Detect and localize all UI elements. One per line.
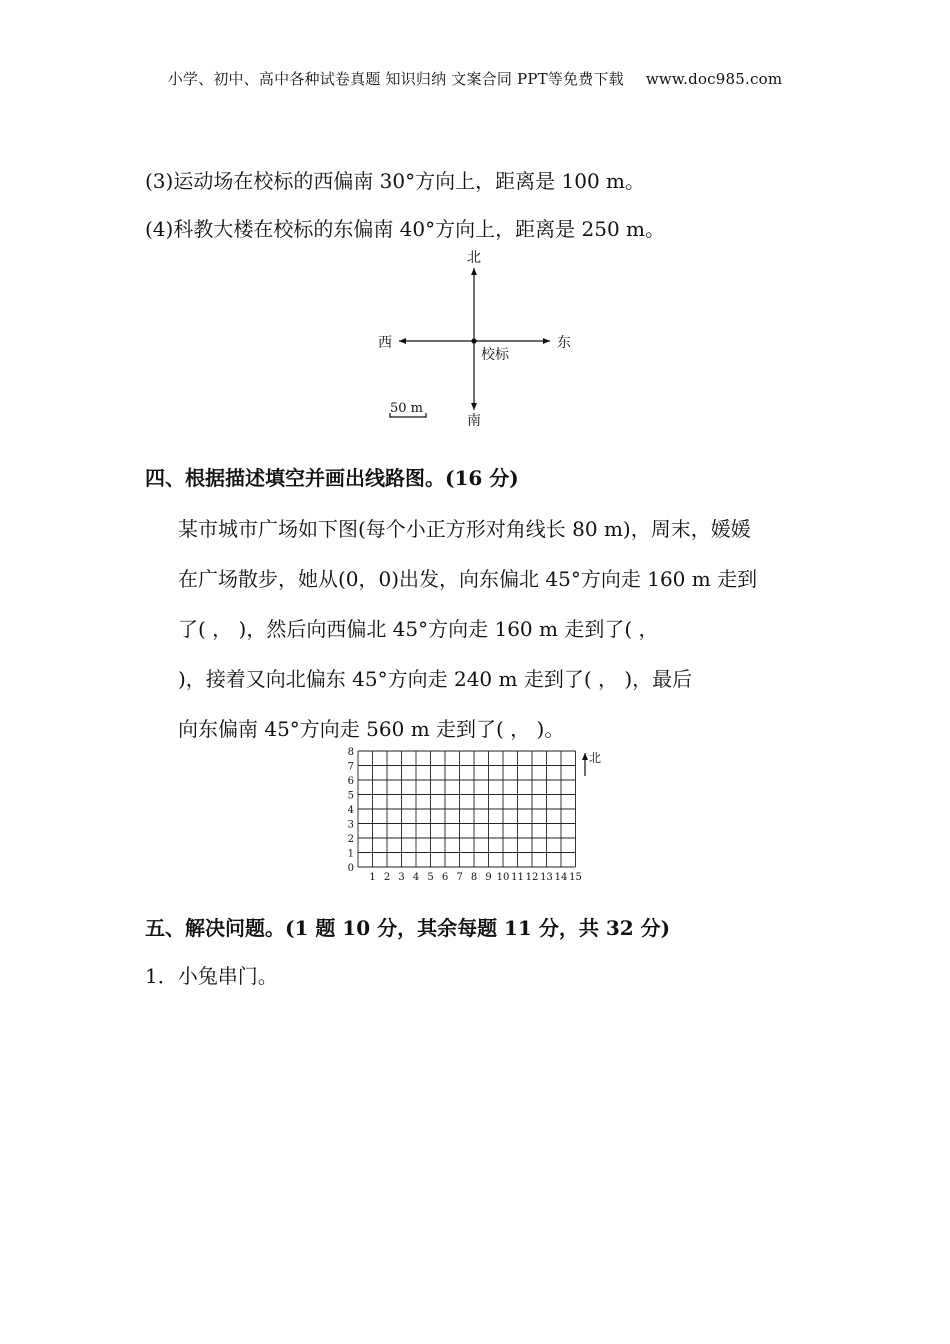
section-4-line-5: 向东偏南 45°方向走 560 m 走到了( ， )。: [178, 717, 565, 741]
grid-x-tick: 15: [569, 872, 582, 883]
grid-x-tick: 1: [369, 872, 376, 883]
grid-x-tick: 5: [427, 872, 434, 883]
compass-west-label: 西: [378, 335, 392, 351]
grid-y-tick: 0: [347, 863, 354, 874]
grid-y-tick: 3: [347, 819, 354, 831]
header-text: 小学、初中、高中各种试卷真题 知识归纳 文案合同 PPT等免费下载: [167, 70, 624, 88]
compass-north-label: 北: [467, 250, 481, 266]
compass-east-label: 东: [557, 335, 571, 351]
grid-x-tick: 12: [525, 872, 539, 883]
section-4-line-4: )，接着又向北偏东 45°方向走 240 m 走到了( ， )，最后: [178, 667, 693, 691]
grid-x-tick: 13: [540, 872, 553, 883]
section-4-line-2: 在广场散步，她从(0，0)出发，向东偏北 45°方向走 160 m 走到: [178, 567, 758, 591]
grid-x-tick: 8: [470, 872, 478, 883]
section-4-line-1: 某市城市广场如下图(每个小正方形对角线长 80 m)，周末，媛媛: [178, 517, 751, 541]
grid-y-tick: 2: [347, 834, 354, 845]
section-5-title: 五、解决问题。(1 题 10 分，其余每题 11 分，共 32 分): [145, 916, 671, 940]
coordinate-grid: [0, 740, 950, 890]
question-3: (3)运动场在校标的西偏南 30°方向上，距离是 100 m。: [145, 169, 645, 193]
grid-x-tick: 3: [398, 872, 405, 883]
question-4: (4)科教大楼在校标的东偏南 40°方向上，距离是 250 m。: [145, 217, 665, 241]
scale-label: 50 m: [390, 401, 424, 416]
grid-y-tick: 6: [347, 776, 354, 787]
section-4-title: 四、根据描述填空并画出线路图。(16 分): [145, 466, 519, 490]
section-5-question-1: 1．小兔串门。: [145, 964, 278, 988]
grid-x-tick: 6: [441, 872, 449, 883]
section-4-line-3: 了( ， )，然后向西偏北 45°方向走 160 m 走到了( ，: [178, 617, 659, 641]
grid-x-tick: 4: [412, 872, 420, 883]
center-dot: [471, 338, 476, 343]
header-site: www.doc985.com: [645, 70, 783, 88]
grid-x-tick: 11: [511, 872, 524, 883]
grid-x-tick: 7: [456, 872, 463, 883]
grid-x-tick: 2: [383, 872, 391, 883]
grid-y-tick: 4: [347, 805, 354, 816]
grid-y-tick: 5: [347, 790, 354, 802]
grid-x-tick: 14: [554, 872, 568, 883]
compass-south-label: 南: [467, 413, 481, 429]
grid-y-tick: 7: [347, 761, 354, 773]
grid-x-tick: 9: [485, 872, 492, 883]
compass-center-label: 校标: [481, 347, 509, 363]
grid-north-label: 北: [589, 751, 602, 765]
compass-diagram: [0, 0, 950, 440]
grid-y-tick: 1: [347, 848, 354, 860]
grid-y-tick: 8: [347, 747, 354, 758]
grid-x-tick: 10: [496, 872, 510, 883]
